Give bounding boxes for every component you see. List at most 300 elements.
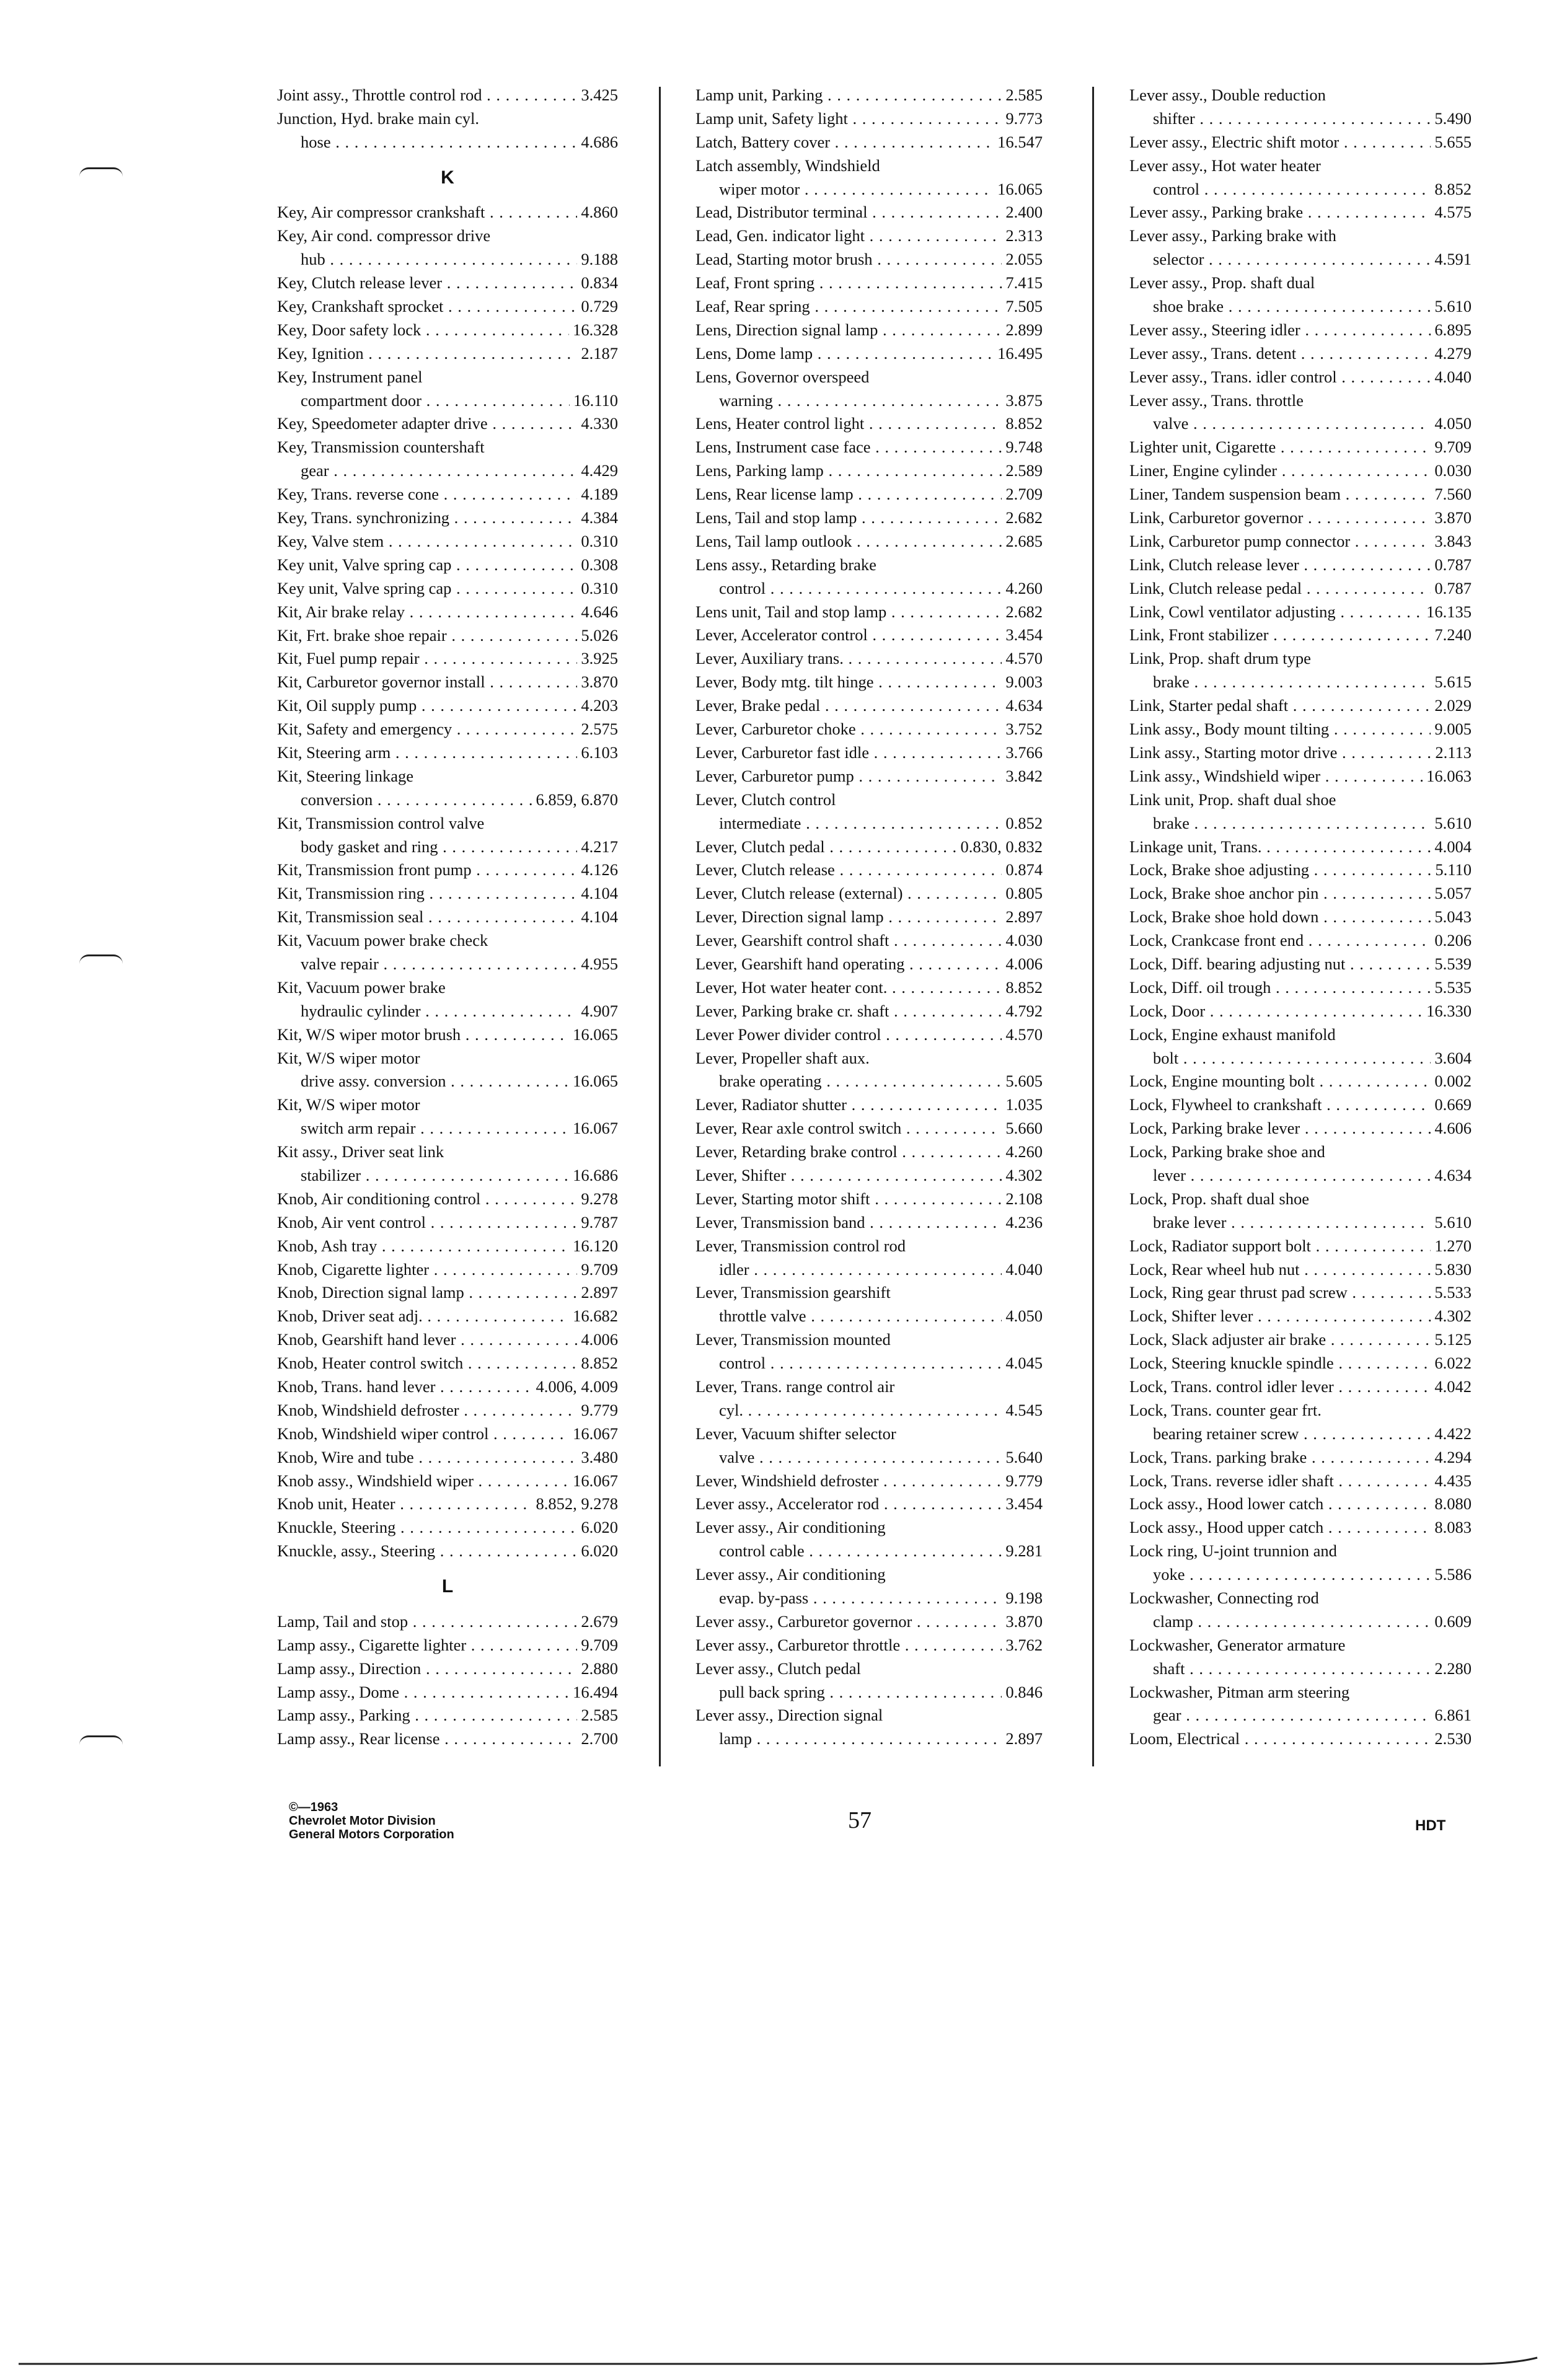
entry-reference: 16.065 — [573, 1025, 618, 1044]
entry-reference: 16.067 — [573, 1424, 618, 1443]
entry-label: bearing retainer screw . . . — [1153, 1422, 1431, 1446]
entry-label: Lens, Instrument case face . . . — [695, 436, 1002, 459]
entry-label: Lock, Crankcase front end . . . — [1129, 929, 1431, 953]
index-entry — [277, 647, 618, 671]
entry-reference: 7.505 — [1005, 297, 1043, 316]
index-entry — [277, 1610, 618, 1634]
entry-reference: 16.686 — [573, 1165, 618, 1184]
entry-label: Linkage unit, Trans. . . . — [1129, 835, 1431, 859]
index-entry — [695, 1235, 1043, 1258]
entry-label: Link, Cowl ventilator adjusting . . . — [1129, 601, 1423, 624]
entry-label: control cable . . . — [719, 1540, 1002, 1563]
entry-reference: 9.278 — [581, 1189, 618, 1208]
entry-label: Lens unit, Tail and stop lamp . . . — [695, 601, 1002, 624]
corporation-name: General Motors Corporation — [289, 1828, 454, 1841]
index-entry — [1129, 1446, 1472, 1470]
entry-label: Knob, Wire and tube . . . — [277, 1446, 577, 1470]
index-entry — [695, 929, 1043, 953]
index-entry — [695, 1211, 1043, 1235]
index-entry — [1129, 154, 1472, 178]
page-number: 57 — [848, 1807, 872, 1833]
entry-reference: 8.852 — [1005, 414, 1043, 433]
entry-label: Lamp unit, Safety light . . . — [695, 107, 1002, 131]
index-entry — [1129, 1188, 1472, 1211]
entry-label: Key, Valve stem . . . — [277, 530, 577, 553]
entry-label: Key, Air compressor crankshaft . . . — [277, 201, 577, 224]
entry-label: wiper motor . . . — [719, 178, 994, 201]
entry-label: Knob, Heater control switch . . . — [277, 1352, 577, 1375]
entry-label: Lock, Ring gear thrust pad screw . . . — [1129, 1281, 1431, 1305]
entry-reference: 1.270 — [1434, 1236, 1472, 1255]
entry-label: Kit, Transmission front pump . . . — [277, 858, 577, 882]
index-entry — [1129, 1681, 1472, 1704]
entry-label: Lever assy., Electric shift motor . . . — [1129, 131, 1431, 154]
entry-label: Lock, Door . . . — [1129, 1000, 1423, 1023]
entry-label: bolt . . . — [1153, 1047, 1431, 1070]
entry-label: Lever, Transmission band . . . — [695, 1211, 1002, 1235]
entry-reference: 2.400 — [1005, 203, 1043, 222]
entry-label: Key, Trans. synchronizing . . . — [277, 506, 577, 530]
entry-reference: 4.045 — [1005, 1354, 1043, 1373]
entry-label: Joint assy., Throttle control rod . . . — [277, 84, 577, 107]
entry-reference: 4.203 — [581, 696, 618, 715]
entry-label: Knuckle, Steering . . . — [277, 1516, 577, 1540]
entry-reference: 2.682 — [1005, 508, 1043, 527]
entry-label: Kit, Steering arm . . . — [277, 741, 577, 765]
entry-label: Lens assy., Retarding brake — [695, 555, 876, 574]
entry-reference: 4.435 — [1434, 1471, 1472, 1490]
index-entry — [695, 882, 1043, 906]
entry-reference: 16.495 — [997, 343, 1043, 363]
entry-reference: 4.646 — [581, 602, 618, 621]
index-entry — [277, 1657, 618, 1681]
entry-label: Lever, Clutch release . . . — [695, 858, 1002, 882]
index-column-1 — [277, 84, 618, 1751]
index-entry — [277, 835, 618, 859]
entry-label: brake . . . — [1153, 671, 1431, 694]
index-entry — [277, 1634, 618, 1657]
index-entry — [695, 1093, 1043, 1117]
index-entry — [695, 506, 1043, 530]
entry-label: Knob unit, Heater . . . — [277, 1492, 532, 1516]
index-entry — [277, 601, 618, 624]
entry-label: Leaf, Front spring . . . — [695, 271, 1002, 295]
entry-label: Lever assy., Direction signal — [695, 1706, 883, 1725]
entry-label: Link assy., Windshield wiper . . . — [1129, 765, 1423, 788]
entry-reference: 3.454 — [1005, 625, 1043, 645]
entry-reference: 3.762 — [1005, 1635, 1043, 1654]
entry-reference: 5.026 — [581, 625, 618, 645]
index-entry — [695, 718, 1043, 741]
entry-label: Kit, Vacuum power brake check — [277, 931, 488, 950]
index-entry — [695, 1140, 1043, 1164]
index-entry — [277, 271, 618, 295]
entry-reference: 4.575 — [1434, 203, 1472, 222]
entry-reference: 4.686 — [581, 132, 618, 151]
index-entry — [277, 1023, 618, 1047]
entry-label: Lock, Rear wheel hub nut . . . — [1129, 1258, 1431, 1282]
entry-label: Lever, Shifter . . . — [695, 1164, 1002, 1188]
index-entry — [695, 1657, 1043, 1681]
entry-label: Lens, Governor overspeed — [695, 367, 870, 386]
bottom-rule — [0, 2355, 1567, 2380]
entry-reference: 5.610 — [1434, 297, 1472, 316]
index-entry — [695, 154, 1043, 178]
entry-reference: 9.709 — [1434, 438, 1472, 457]
entry-label: Lever, Propeller shaft aux. — [695, 1048, 870, 1067]
entry-label: switch arm repair . . . — [301, 1117, 569, 1140]
index-entry — [1129, 1164, 1472, 1188]
entry-reference: 4.236 — [1005, 1212, 1043, 1232]
index-entry — [277, 1258, 618, 1282]
index-entry — [1129, 858, 1472, 882]
entry-reference: 4.006 — [581, 1330, 618, 1349]
index-entry — [695, 1281, 1043, 1305]
entry-label: Lock assy., Hood upper catch . . . — [1129, 1516, 1431, 1540]
index-entry — [1129, 1516, 1472, 1540]
index-entry — [277, 624, 618, 648]
entry-reference: 3.870 — [1005, 1611, 1043, 1631]
index-entry — [1129, 1211, 1472, 1235]
entry-reference: 9.779 — [1005, 1471, 1043, 1490]
entry-reference: 16.682 — [573, 1307, 618, 1326]
index-entry — [1129, 1305, 1472, 1328]
index-entry — [695, 1563, 1043, 1587]
index-entry — [277, 366, 618, 389]
entry-label: idler . . . — [719, 1258, 1002, 1282]
entry-reference: 2.897 — [1005, 1729, 1043, 1748]
entry-reference: 16.547 — [997, 132, 1043, 151]
entry-reference: 2.682 — [1005, 602, 1043, 621]
entry-reference: 4.591 — [1434, 250, 1472, 269]
entry-label: Knob assy., Windshield wiper . . . — [277, 1470, 569, 1493]
entry-label: lamp . . . — [719, 1727, 1002, 1751]
entry-label: Lock, Flywheel to crankshaft . . . — [1129, 1093, 1431, 1117]
entry-label: Lever, Parking brake cr. shaft . . . — [695, 1000, 1002, 1023]
entry-label: Lock, Slack adjuster air brake . . . — [1129, 1328, 1431, 1352]
entry-reference: 4.429 — [581, 461, 618, 480]
index-entry — [1129, 741, 1472, 765]
entry-reference: 5.057 — [1434, 884, 1472, 903]
entry-reference: 5.125 — [1434, 1330, 1472, 1349]
index-entry — [277, 1140, 618, 1164]
entry-reference: 4.860 — [581, 203, 618, 222]
index-entry — [1129, 1258, 1472, 1282]
entry-reference: 4.042 — [1434, 1377, 1472, 1396]
entry-label: Lever assy., Carburetor governor . . . — [695, 1610, 1002, 1634]
index-entry — [277, 1211, 618, 1235]
punch-mark — [79, 954, 123, 964]
entry-label: Lever, Radiator shutter . . . — [695, 1093, 1002, 1117]
entry-reference: 6.859, 6.870 — [536, 790, 618, 809]
entry-reference: 5.610 — [1434, 1212, 1472, 1232]
index-entry — [1129, 1070, 1472, 1093]
index-entry — [277, 530, 618, 553]
entry-label: brake . . . — [1153, 812, 1431, 835]
index-entry — [695, 178, 1043, 201]
index-entry — [1129, 1093, 1472, 1117]
entry-label: drive assy. conversion . . . — [301, 1070, 569, 1093]
entry-reference: 4.422 — [1434, 1424, 1472, 1443]
entry-label: valve repair . . . — [301, 953, 577, 976]
entry-label: Link assy., Starting motor drive . . . — [1129, 741, 1431, 765]
entry-label: Kit, Carburetor governor install . . . — [277, 671, 577, 694]
entry-reference: 3.752 — [1005, 720, 1043, 739]
index-entry — [1129, 271, 1472, 295]
index-entry — [1129, 765, 1472, 788]
entry-label: Lever, Rear axle control switch . . . — [695, 1117, 1002, 1140]
index-entry — [695, 953, 1043, 976]
index-entry — [695, 624, 1043, 647]
entry-label: shaft . . . — [1153, 1657, 1431, 1681]
entry-reference: 16.328 — [573, 320, 618, 339]
entry-label: stabilizer . . . — [301, 1164, 569, 1188]
index-entry — [1129, 178, 1472, 201]
index-entry — [1129, 1563, 1472, 1587]
index-entry — [277, 459, 618, 483]
entry-label: control . . . — [719, 577, 1002, 601]
entry-label: Lever assy., Trans. idler control . . . — [1129, 366, 1431, 389]
entry-reference: 0.846 — [1005, 1682, 1043, 1701]
entry-reference: 0.206 — [1434, 931, 1472, 950]
section-code: HDT — [1415, 1817, 1446, 1834]
entry-label: Lens, Heater control light . . . — [695, 412, 1002, 436]
entry-label: Lamp assy., Dome . . . — [277, 1681, 569, 1704]
index-entry — [277, 107, 618, 131]
entry-label: Key, Air cond. compressor drive — [277, 226, 491, 245]
entry-label: Lamp assy., Parking . . . — [277, 1704, 577, 1727]
index-entry — [1129, 1587, 1472, 1610]
entry-label: Lever, Trans. range control air — [695, 1377, 895, 1396]
entry-label: Latch, Battery cover . . . — [695, 131, 994, 154]
entry-reference: 0.787 — [1434, 555, 1472, 574]
entry-label: hose . . . — [301, 131, 577, 154]
entry-reference: 9.709 — [581, 1259, 618, 1279]
entry-label: Lock, Trans. counter gear frt. — [1129, 1400, 1322, 1419]
index-entry — [695, 1422, 1043, 1446]
entry-reference: 3.766 — [1005, 743, 1043, 762]
entry-label: Lamp assy., Direction . . . — [277, 1657, 577, 1681]
entry-reference: 2.280 — [1434, 1659, 1472, 1678]
entry-label: Knob, Cigarette lighter . . . — [277, 1258, 577, 1282]
entry-label: Lever, Transmission gearshift — [695, 1283, 891, 1302]
index-entry — [695, 976, 1043, 1000]
entry-label: Link, Carburetor pump connector . . . — [1129, 530, 1431, 553]
entry-label: Lens, Dome lamp . . . — [695, 342, 994, 366]
entry-reference: 4.792 — [1005, 1001, 1043, 1020]
index-entry — [277, 1047, 618, 1070]
index-entry — [1129, 624, 1472, 647]
entry-label: Key unit, Valve spring cap . . . — [277, 553, 577, 577]
entry-reference: 7.560 — [1434, 485, 1472, 504]
index-entry — [277, 412, 618, 436]
entry-reference: 4.004 — [1434, 837, 1472, 856]
entry-label: Lock assy., Hood lower catch . . . — [1129, 1492, 1431, 1516]
entry-label: gear . . . — [1153, 1704, 1431, 1727]
index-entry — [277, 1422, 618, 1446]
entry-reference: 0.805 — [1005, 884, 1043, 903]
entry-label: Lever, Transmission control rod — [695, 1236, 906, 1255]
entry-label: control . . . — [1153, 178, 1431, 201]
entry-reference: 4.384 — [581, 508, 618, 527]
index-entry — [277, 1235, 618, 1258]
entry-label: Lever assy., Double reduction — [1129, 86, 1326, 104]
entry-label: Latch assembly, Windshield — [695, 156, 880, 175]
index-entry — [1129, 647, 1472, 671]
entry-label: intermediate . . . — [719, 812, 1002, 835]
entry-label: Link, Clutch release lever . . . — [1129, 553, 1431, 577]
index-entry — [695, 812, 1043, 835]
entry-reference: 4.634 — [1434, 1165, 1472, 1184]
index-entry — [1129, 1492, 1472, 1516]
entry-reference: 5.640 — [1005, 1447, 1043, 1466]
entry-reference: 8.080 — [1434, 1494, 1472, 1514]
entry-reference: 3.843 — [1434, 531, 1472, 550]
index-entry — [695, 319, 1043, 342]
entry-reference: 4.907 — [581, 1001, 618, 1020]
entry-reference: 2.880 — [581, 1659, 618, 1678]
index-entry — [1129, 436, 1472, 459]
index-entry — [695, 1047, 1043, 1070]
entry-label: hub . . . — [301, 248, 577, 271]
index-entry — [695, 271, 1043, 295]
entry-reference: 5.660 — [1005, 1119, 1043, 1138]
index-column-3 — [1129, 84, 1472, 1751]
index-entry — [277, 342, 618, 366]
index-entry — [277, 788, 618, 812]
entry-label: Lead, Distributor terminal . . . — [695, 201, 1002, 224]
index-entry — [695, 1258, 1043, 1282]
copyright-block — [289, 1800, 454, 1841]
index-entry — [277, 1375, 618, 1399]
entry-label: Kit, Vacuum power brake — [277, 977, 446, 997]
entry-label: Lock, Diff. bearing adjusting nut . . . — [1129, 953, 1431, 976]
index-entry — [277, 741, 618, 765]
entry-reference: 4.330 — [581, 414, 618, 433]
index-entry — [695, 906, 1043, 929]
entry-reference: 5.533 — [1434, 1283, 1472, 1302]
index-entry — [1129, 1657, 1472, 1681]
entry-label: Link assy., Body mount tilting . . . — [1129, 718, 1431, 741]
entry-label: Lock, Engine exhaust manifold — [1129, 1025, 1336, 1044]
index-entry — [1129, 1727, 1472, 1751]
index-entry — [277, 84, 618, 107]
entry-label: Lever, Gearshift control shaft . . . — [695, 929, 1002, 953]
index-entry — [1129, 530, 1472, 553]
index-entry — [277, 1470, 618, 1493]
entry-reference: 4.302 — [1434, 1307, 1472, 1326]
entry-label: Lockwasher, Connecting rod — [1129, 1589, 1319, 1607]
index-entry — [277, 765, 618, 788]
entry-reference: 3.425 — [581, 86, 618, 104]
index-entry — [1129, 248, 1472, 271]
entry-label: Link unit, Prop. shaft dual shoe — [1129, 790, 1336, 809]
entry-reference: 3.870 — [1434, 508, 1472, 527]
index-entry — [695, 1117, 1043, 1140]
entry-reference: 16.120 — [573, 1236, 618, 1255]
entry-label: Lever assy., Parking brake . . . — [1129, 201, 1431, 224]
entry-label: Knob, Windshield wiper control . . . — [277, 1422, 569, 1446]
entry-label: Kit assy., Driver seat link — [277, 1142, 444, 1161]
index-entry — [695, 1328, 1043, 1352]
entry-label: Lamp, Tail and stop . . . — [277, 1610, 577, 1634]
entry-label: Knob, Driver seat adj. . . . — [277, 1305, 569, 1328]
entry-label: Lever assy., Steering idler . . . — [1129, 319, 1431, 342]
entry-label: Leaf, Rear spring . . . — [695, 295, 1002, 319]
entry-label: Lock, Diff. oil trough . . . — [1129, 976, 1431, 1000]
entry-label: selector . . . — [1153, 248, 1431, 271]
index-entry — [277, 694, 618, 718]
entry-label: Knuckle, assy., Steering . . . — [277, 1540, 577, 1563]
index-entry — [1129, 84, 1472, 107]
entry-reference: 6.022 — [1434, 1354, 1472, 1373]
index-entry — [695, 1305, 1043, 1328]
column-divider — [1092, 87, 1094, 1766]
index-entry — [277, 906, 618, 929]
index-column-2 — [695, 84, 1043, 1751]
entry-reference: 5.615 — [1434, 672, 1472, 692]
entry-label: Lever, Clutch pedal . . . — [695, 835, 957, 859]
entry-label: Lock, Brake shoe hold down . . . — [1129, 906, 1431, 929]
entry-label: Lead, Starting motor brush . . . — [695, 248, 1002, 271]
entry-reference: 2.709 — [1005, 485, 1043, 504]
entry-label: body gasket and ring . . . — [301, 835, 577, 859]
index-entry — [277, 201, 618, 224]
entry-reference: 3.842 — [1005, 766, 1043, 785]
index-entry — [1129, 1540, 1472, 1563]
entry-reference: 0.002 — [1434, 1072, 1472, 1091]
entry-reference: 9.779 — [581, 1400, 618, 1419]
entry-reference: 4.050 — [1434, 414, 1472, 433]
index-entry — [1129, 1117, 1472, 1140]
index-entry — [695, 436, 1043, 459]
entry-label: Key, Transmission countershaft — [277, 438, 485, 457]
index-entry — [277, 1093, 618, 1117]
entry-reference: 2.585 — [581, 1706, 618, 1725]
index-entry — [277, 1399, 618, 1422]
entry-reference: 6.020 — [581, 1518, 618, 1537]
index-entry — [277, 882, 618, 906]
entry-reference: 7.415 — [1005, 273, 1043, 293]
entry-label: Lead, Gen. indicator light . . . — [695, 224, 1002, 248]
index-entry — [695, 342, 1043, 366]
entry-label: Key, Clutch release lever . . . — [277, 271, 577, 295]
entry-reference: 16.494 — [573, 1682, 618, 1701]
entry-label: Lock, Steering knuckle spindle . . . — [1129, 1352, 1431, 1375]
entry-reference: 4.634 — [1005, 696, 1043, 715]
entry-label: conversion . . . — [301, 788, 532, 812]
index-entry — [277, 224, 618, 248]
entry-reference: 8.852 — [581, 1354, 618, 1373]
entry-reference: 6.103 — [581, 743, 618, 762]
entry-label: Lever, Brake pedal . . . — [695, 694, 1002, 718]
index-entry — [1129, 1281, 1472, 1305]
index-entry — [277, 389, 618, 413]
entry-label: Lever Power divider control . . . — [695, 1023, 1002, 1047]
entry-reference: 2.897 — [581, 1283, 618, 1302]
index-entry — [277, 1704, 618, 1727]
entry-reference: 16.067 — [573, 1471, 618, 1490]
entry-label: Junction, Hyd. brake main cyl. — [277, 108, 480, 128]
index-entry — [277, 1492, 618, 1516]
index-entry — [277, 1164, 618, 1188]
index-entry — [277, 1328, 618, 1352]
entry-label: Lockwasher, Pitman arm steering — [1129, 1682, 1350, 1701]
entry-reference: 16.330 — [1426, 1001, 1472, 1020]
entry-reference: 4.545 — [1005, 1400, 1043, 1419]
entry-label: control . . . — [719, 1352, 1002, 1375]
entry-reference: 0.609 — [1434, 1611, 1472, 1631]
